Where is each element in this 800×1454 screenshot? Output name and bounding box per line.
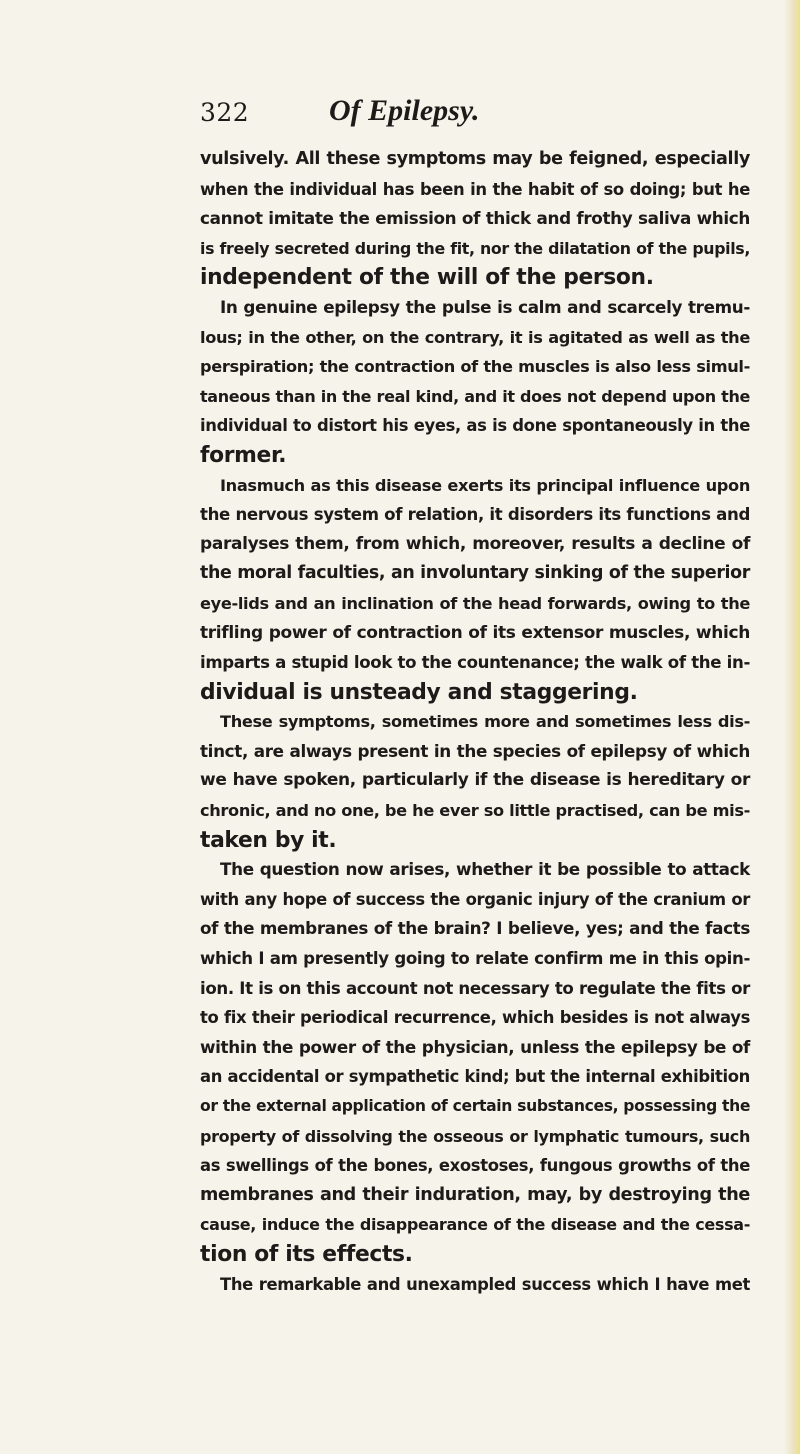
text-line: These symptoms, sometimes more and sometimes less dis- xyxy=(220,712,750,732)
text-line: is freely secreted during the fit, nor the dilatation of the pupils, xyxy=(200,238,750,258)
text-line: former. xyxy=(200,442,287,468)
text-line: when the individual has been in the habit of so doing; but he xyxy=(200,179,750,199)
text-line: eye-lids and an inclination of the head forwards, owing to the xyxy=(200,593,750,613)
text-line: chronic, and no one, be he ever so little practised, can be mis- xyxy=(200,801,750,821)
text-line: Inasmuch as this disease exerts its principal influence upon xyxy=(220,475,750,495)
text-line: ion. It is on this account not necessary to regulate the fits or xyxy=(200,978,750,998)
text-line: membranes and their induration, may, by destroying the xyxy=(200,1184,750,1205)
text-line: which I am presently going to relate confirm me in this opin- xyxy=(200,949,750,969)
text-line: paralyses them, from which, moreover, results a decline of xyxy=(200,533,750,554)
text-line: individual to distort his eyes, as is done spontaneously in the xyxy=(200,416,750,436)
text-line: imparts a stupid look to the countenance; the walk of the in- xyxy=(200,653,750,673)
text-line: taken by it. xyxy=(200,827,337,853)
text-line: dividual is unsteady and staggering. xyxy=(200,679,638,705)
text-line: within the power of the physician, unless the epilepsy be of xyxy=(200,1036,750,1057)
text-line: The remarkable and unexampled success which I have met xyxy=(220,1274,750,1294)
text-line: with any hope of success the organic injury of the cranium or xyxy=(200,889,750,909)
text-line: independent of the will of the person. xyxy=(200,265,654,291)
text-line: cause, induce the disappearance of the disease and the cessa- xyxy=(200,1215,750,1235)
page-edge xyxy=(784,0,800,1454)
text-line: trifling power of contraction of its extensor muscles, which xyxy=(200,622,750,643)
text-line: perspiration; the contraction of the muscles is also less simul- xyxy=(200,357,750,377)
page-number: 322 xyxy=(200,98,250,127)
text-line: cannot imitate the emission of thick and frothy saliva which xyxy=(200,208,750,229)
text-line: to fix their periodical recurrence, which besides is not always xyxy=(200,1008,750,1028)
text-line: or the external application of certain substances, possessing the xyxy=(200,1097,751,1115)
text-line: the moral faculties, an involuntary sinking of the superior xyxy=(200,563,750,584)
text-line: In genuine epilepsy the pulse is calm and scarcely tremu- xyxy=(220,296,750,317)
text-line: we have spoken, particularly if the disease is hereditary or xyxy=(200,770,750,791)
text-line: vulsively. All these symptoms may be feigned, especially xyxy=(200,149,750,169)
text-line: property of dissolving the osseous or lymphatic tumours, such xyxy=(200,1126,750,1146)
text-line: of the membranes of the brain? I believe, yes; and the facts xyxy=(200,918,750,939)
body-text xyxy=(200,145,750,1299)
text-line: the nervous system of relation, it disorders its functions and xyxy=(200,505,750,525)
text-line: tinct, are always present in the species of epilepsy of which xyxy=(200,740,750,761)
text-line: The question now arises, whether it be possible to attack xyxy=(220,859,750,880)
text-line: as swellings of the bones, exostoses, fungous growths of the xyxy=(200,1156,750,1176)
text-line: tion of its effects. xyxy=(200,1241,413,1267)
text-line: lous; in the other, on the contrary, it is agitated as well as the xyxy=(200,327,750,347)
running-title: Of Epilepsy. xyxy=(329,94,480,127)
text-line: taneous than in the real kind, and it does not depend upon the xyxy=(200,386,750,406)
text-line: an accidental or sympathetic kind; but the internal exhibition xyxy=(200,1067,750,1087)
